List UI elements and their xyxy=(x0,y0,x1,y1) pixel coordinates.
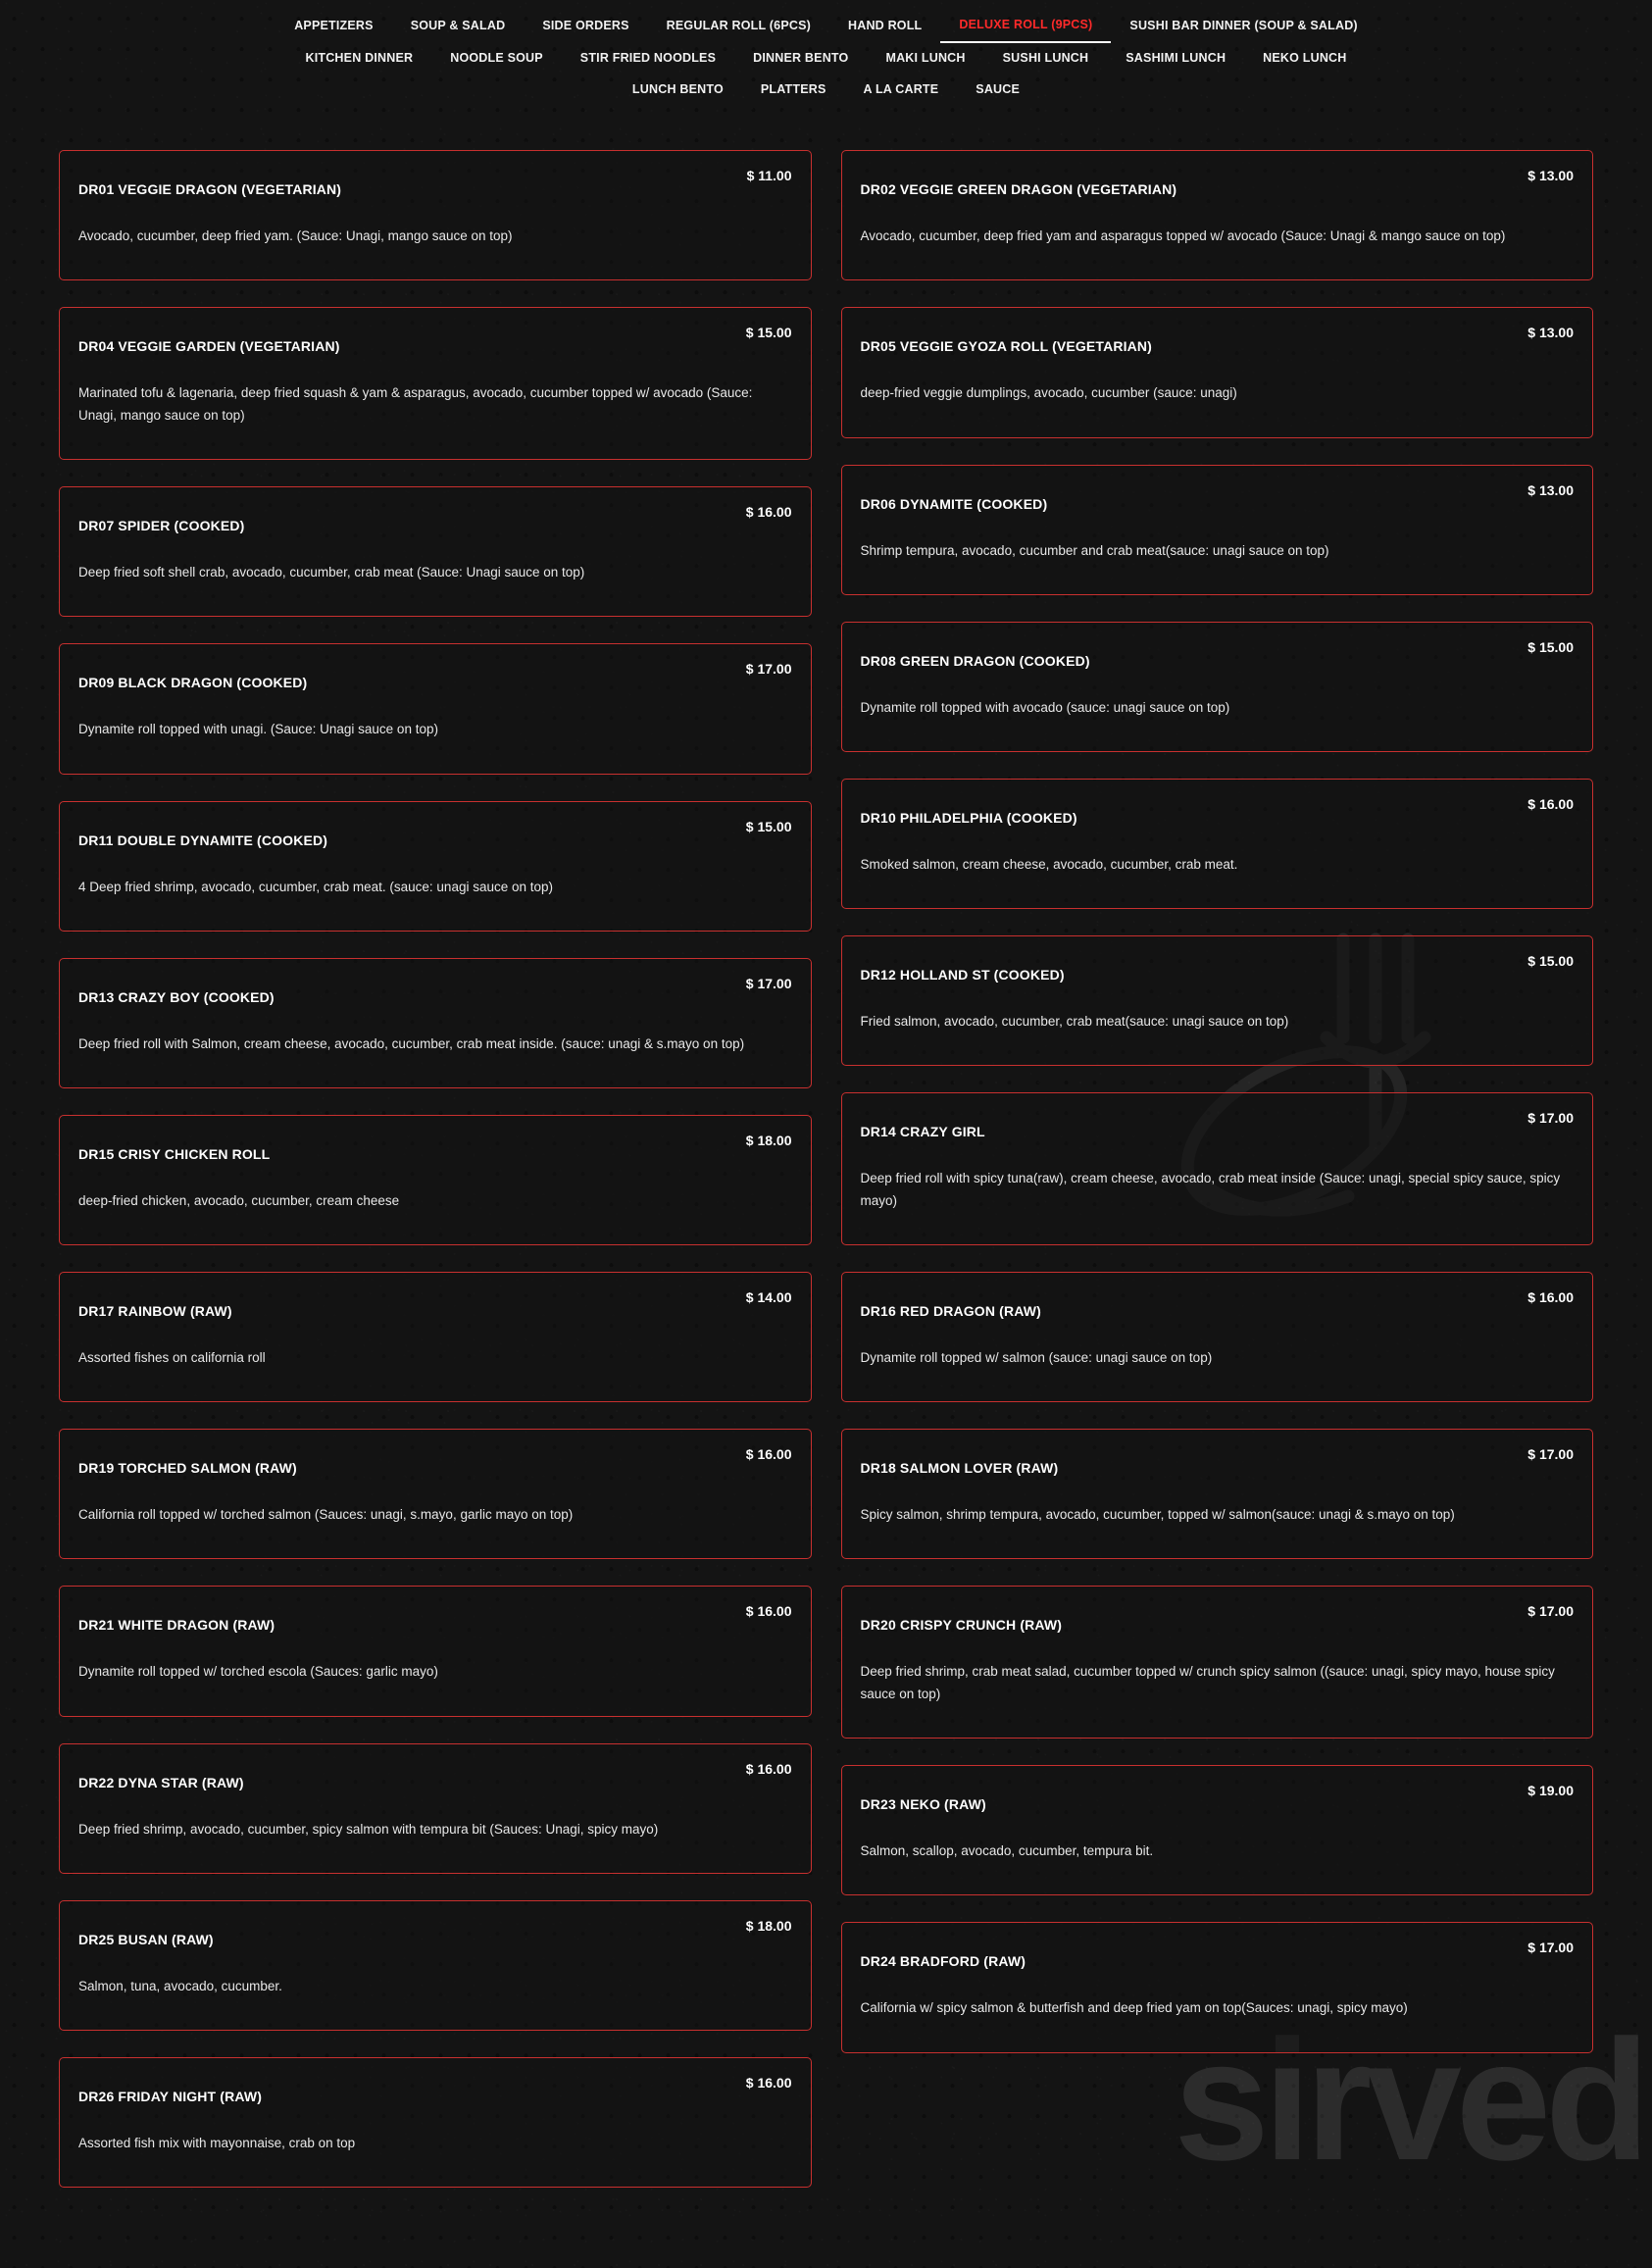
menu-item-header xyxy=(78,1289,792,1335)
menu-item-price: $ 17.00 xyxy=(745,975,792,991)
menu-item-header xyxy=(78,2075,792,2120)
menu-item-card[interactable] xyxy=(59,307,812,460)
menu-item-description: deep-fried veggie dumplings, avocado, cucumber (sauce: unagi) xyxy=(860,385,1237,401)
nav-item-sashimi-lunch[interactable]: SASHIMI LUNCH xyxy=(1126,50,1226,65)
menu-item-card[interactable] xyxy=(841,150,1594,280)
menu-item-description: Assorted fishes on california roll xyxy=(78,1350,266,1366)
sirved-watermark-text: sirved xyxy=(1174,2005,1644,2196)
menu-item-description: Deep fried shrimp, crab meat salad, cucumber topped w/ crunch spicy salmon ((sauce: unagi, spicy mayo, house spicy sauce on top) xyxy=(860,1664,1555,1702)
menu-item-price: $ 17.00 xyxy=(1527,1446,1574,1463)
nav-item-noodle-soup[interactable]: NOODLE SOUP xyxy=(450,50,543,65)
menu-item-title: DR09 BLACK DRAGON (COOKED) xyxy=(78,675,308,691)
nav-row-2 xyxy=(286,43,1365,75)
menu-item-price: $ 13.00 xyxy=(1527,481,1574,498)
menu-item-description: Marinated tofu & lagenaria, deep fried squash & yam & asparagus, avocado, cucumber topped w/ avocado (Sauce: Unagi, mango sauce on top) xyxy=(78,385,753,424)
menu-item-header xyxy=(861,1289,1575,1335)
menu-item-header xyxy=(861,168,1575,213)
menu-item-card[interactable] xyxy=(841,622,1594,752)
menu-item-card[interactable] xyxy=(841,1765,1594,1895)
nav-item-hand-roll[interactable]: HAND ROLL xyxy=(847,19,923,32)
menu-item-price: $ 13.00 xyxy=(1527,325,1574,341)
menu-item-description: Fried salmon, avocado, cucumber, crab meat(sauce: unagi sauce on top) xyxy=(860,1014,1289,1030)
nav-item-stir-fried-noodles[interactable]: STIR FRIED NOODLES xyxy=(579,50,717,65)
menu-item-title: DR18 SALMON LOVER (RAW) xyxy=(860,1460,1059,1477)
menu-item-title: DR20 CRISPY CRUNCH (RAW) xyxy=(860,1617,1063,1634)
menu-item-header xyxy=(78,168,792,213)
menu-item-card[interactable] xyxy=(59,1743,812,1874)
menu-item-header xyxy=(861,1110,1575,1155)
menu-item-description: California w/ spicy salmon & butterfish and deep fried yam on top(Sauces: unagi, spicy mayo) xyxy=(860,2000,1408,2016)
menu-item-price: $ 16.00 xyxy=(745,1603,792,1620)
menu-item-title: DR19 TORCHED SALMON (RAW) xyxy=(78,1460,297,1477)
nav-item-sushi-lunch[interactable]: SUSHI LUNCH xyxy=(1002,50,1089,65)
menu-item-card[interactable] xyxy=(841,1922,1594,2052)
menu-item-description: Deep fried shrimp, avocado, cucumber, spicy salmon with tempura bit (Sauces: Unagi, spicy mayo) xyxy=(78,1821,659,1837)
menu-item-price: $ 16.00 xyxy=(1527,1289,1574,1306)
menu-item-description: Shrimp tempura, avocado, cucumber and crab meat(sauce: unagi sauce on top) xyxy=(860,542,1329,558)
nav-row-1 xyxy=(275,10,1377,43)
menu-item-description: Smoked salmon, cream cheese, avocado, cucumber, crab meat. xyxy=(860,856,1238,872)
nav-item-regular-roll-6pcs[interactable]: REGULAR ROLL (6PCS) xyxy=(666,19,811,32)
menu-item-price: $ 13.00 xyxy=(1527,168,1574,184)
menu-item-title: DR10 PHILADELPHIA (COOKED) xyxy=(860,809,1077,826)
menu-item-card[interactable] xyxy=(59,150,812,280)
menu-item-description: Deep fried soft shell crab, avocado, cucumber, crab meat (Sauce: Unagi sauce on top) xyxy=(78,565,585,580)
menu-item-header xyxy=(861,796,1575,841)
menu-item-price: $ 17.00 xyxy=(1527,1603,1574,1620)
menu-item-header xyxy=(861,953,1575,998)
nav-item-sushi-bar-dinner-soup-salad[interactable]: SUSHI BAR DINNER (SOUP & SALAD) xyxy=(1129,19,1358,32)
menu-item-header xyxy=(78,819,792,864)
nav-row-3 xyxy=(614,75,1038,106)
menu-item-card[interactable] xyxy=(841,1429,1594,1559)
menu-item-card[interactable] xyxy=(841,935,1594,1066)
menu-item-card[interactable] xyxy=(841,1272,1594,1402)
nav-item-neko-lunch[interactable]: NEKO LUNCH xyxy=(1263,50,1347,65)
menu-item-header xyxy=(78,1133,792,1178)
menu-item-title: DR12 HOLLAND ST (COOKED) xyxy=(860,967,1065,983)
menu-item-card[interactable] xyxy=(59,801,812,932)
menu-item-card[interactable] xyxy=(59,1586,812,1716)
menu-item-title: DR04 VEGGIE GARDEN (VEGETARIAN) xyxy=(78,338,340,355)
menu-item-description: Dynamite roll topped w/ torched escola (Sauces: garlic mayo) xyxy=(78,1664,438,1680)
nav-item-side-orders[interactable]: SIDE ORDERS xyxy=(542,19,629,32)
menu-item-description: Assorted fish mix with mayonnaise, crab on top xyxy=(78,2135,356,2150)
menu-item-card[interactable] xyxy=(59,1900,812,2031)
menu-item-header xyxy=(861,482,1575,528)
menu-item-header xyxy=(78,1761,792,1806)
menu-column-left xyxy=(59,150,812,2214)
nav-item-deluxe-roll-9pcs[interactable]: DELUXE ROLL (9PCS) xyxy=(940,10,1111,43)
menu-item-header xyxy=(78,976,792,1021)
menu-column-right xyxy=(841,150,1594,2079)
menu-item-title: DR22 DYNA STAR (RAW) xyxy=(78,1774,244,1790)
menu-item-title: DR11 DOUBLE DYNAMITE (COOKED) xyxy=(78,832,328,848)
menu-item-description: Dynamite roll topped with unagi. (Sauce: Unagi sauce on top) xyxy=(78,722,438,737)
menu-item-description: deep-fried chicken, avocado, cucumber, cream cheese xyxy=(78,1192,400,1208)
menu-item-card[interactable] xyxy=(59,1429,812,1559)
nav-item-soup-salad[interactable]: SOUP & SALAD xyxy=(410,19,506,32)
menu-item-header xyxy=(861,1783,1575,1828)
nav-item-dinner-bento[interactable]: DINNER BENTO xyxy=(753,50,849,65)
nav-item-lunch-bento[interactable]: LUNCH BENTO xyxy=(631,81,724,96)
menu-item-card[interactable] xyxy=(59,958,812,1088)
menu-item-title: DR17 RAINBOW (RAW) xyxy=(78,1303,232,1320)
menu-item-description: California roll topped w/ torched salmon (Sauces: unagi, s.mayo, garlic mayo on top) xyxy=(78,1507,574,1523)
menu-item-card[interactable] xyxy=(841,1586,1594,1739)
menu-item-card[interactable] xyxy=(841,779,1594,909)
menu-item-title: DR01 VEGGIE DRAGON (VEGETARIAN) xyxy=(78,181,342,198)
menu-item-title: DR26 FRIDAY NIGHT (RAW) xyxy=(78,2088,263,2104)
menu-item-header xyxy=(78,504,792,549)
menu-item-description: Deep fried roll with spicy tuna(raw), cream cheese, avocado, crab meat inside (Sauce: unagi, special spicy sauce, spicy mayo) xyxy=(860,1171,1561,1208)
menu-item-description: 4 Deep fried shrimp, avocado, cucumber, crab meat. (sauce: unagi sauce on top) xyxy=(78,879,554,894)
menu-item-header xyxy=(78,325,792,370)
menu-content xyxy=(0,111,1652,2253)
menu-item-header xyxy=(861,1446,1575,1491)
menu-item-price: $ 18.00 xyxy=(745,1132,792,1148)
menu-item-title: DR25 BUSAN (RAW) xyxy=(78,1931,214,1947)
nav-item-platters[interactable]: PLATTERS xyxy=(760,81,826,96)
nav-item-sauce[interactable]: SAUCE xyxy=(976,81,1021,96)
menu-item-header xyxy=(78,1603,792,1648)
nav-item-appetizers[interactable]: APPETIZERS xyxy=(294,19,374,32)
menu-item-title: DR14 CRAZY GIRL xyxy=(860,1124,985,1140)
menu-item-description: Salmon, tuna, avocado, cucumber. xyxy=(78,1978,282,1993)
menu-item-title: DR05 VEGGIE GYOZA ROLL (VEGETARIAN) xyxy=(860,338,1152,355)
menu-item-price: $ 14.00 xyxy=(745,1289,792,1306)
menu-item-description: Avocado, cucumber, deep fried yam and asparagus topped w/ avocado (Sauce: Unagi & mango sauce on top) xyxy=(860,228,1506,244)
menu-item-price: $ 11.00 xyxy=(746,168,792,184)
menu-item-header xyxy=(861,1603,1575,1648)
menu-item-title: DR07 SPIDER (COOKED) xyxy=(78,518,245,534)
menu-item-title: DR16 RED DRAGON (RAW) xyxy=(860,1303,1041,1320)
menu-item-description: Avocado, cucumber, deep fried yam. (Sauce: Unagi, mango sauce on top) xyxy=(78,228,513,244)
menu-item-title: DR06 DYNAMITE (COOKED) xyxy=(860,495,1048,512)
menu-item-header xyxy=(78,1446,792,1491)
menu-item-title: DR02 VEGGIE GREEN DRAGON (VEGETARIAN) xyxy=(860,181,1177,198)
menu-item-description: Deep fried roll with Salmon, cream cheese, avocado, cucumber, crab meat inside. (sauce: unagi & s.mayo on top) xyxy=(78,1035,745,1051)
menu-item-card[interactable] xyxy=(59,643,812,774)
menu-item-card[interactable] xyxy=(841,1092,1594,1245)
menu-item-price: $ 16.00 xyxy=(745,1446,792,1463)
menu-item-title: DR24 BRADFORD (RAW) xyxy=(860,1953,1026,1970)
nav-item-a-la-carte[interactable]: A LA CARTE xyxy=(863,81,939,96)
menu-item-price: $ 16.00 xyxy=(745,2074,792,2091)
menu-item-description: Spicy salmon, shrimp tempura, avocado, cucumber, topped w/ salmon(sauce: unagi & s.mayo on top) xyxy=(860,1507,1455,1523)
menu-item-header xyxy=(861,1940,1575,1985)
menu-item-card[interactable] xyxy=(59,1272,812,1402)
category-nav xyxy=(0,0,1652,111)
menu-item-price: $ 16.00 xyxy=(1527,795,1574,812)
menu-item-description: Dynamite roll topped w/ salmon (sauce: unagi sauce on top) xyxy=(860,1350,1213,1366)
menu-item-price: $ 16.00 xyxy=(745,504,792,521)
menu-item-card[interactable] xyxy=(841,307,1594,437)
menu-item-card[interactable] xyxy=(841,465,1594,595)
menu-item-description: Dynamite roll topped with avocado (sauce: unagi sauce on top) xyxy=(860,699,1230,715)
menu-item-price: $ 17.00 xyxy=(745,661,792,678)
menu-item-title: DR21 WHITE DRAGON (RAW) xyxy=(78,1617,275,1634)
menu-item-header xyxy=(861,325,1575,370)
menu-item-title: DR23 NEKO (RAW) xyxy=(860,1796,986,1813)
menu-item-title: DR15 CRISY CHICKEN ROLL xyxy=(78,1145,271,1162)
menu-item-description: Salmon, scallop, avocado, cucumber, tempura bit. xyxy=(860,1843,1154,1859)
menu-item-price: $ 17.00 xyxy=(1527,1110,1574,1127)
menu-item-header xyxy=(78,661,792,706)
menu-item-price: $ 15.00 xyxy=(745,818,792,834)
nav-item-maki-lunch[interactable]: MAKI LUNCH xyxy=(885,50,966,65)
menu-item-price: $ 19.00 xyxy=(1527,1783,1574,1799)
menu-item-header xyxy=(861,639,1575,684)
menu-item-price: $ 15.00 xyxy=(745,325,792,341)
menu-item-title: DR08 GREEN DRAGON (COOKED) xyxy=(860,652,1090,669)
menu-item-price: $ 18.00 xyxy=(745,1917,792,1934)
menu-columns xyxy=(59,150,1593,2214)
menu-item-header xyxy=(78,1918,792,1963)
menu-item-price: $ 15.00 xyxy=(1527,638,1574,655)
menu-item-title: DR13 CRAZY BOY (COOKED) xyxy=(78,988,275,1005)
menu-item-card[interactable] xyxy=(59,2057,812,2188)
menu-item-card[interactable] xyxy=(59,486,812,617)
menu-item-price: $ 17.00 xyxy=(1527,1940,1574,1956)
menu-item-price: $ 16.00 xyxy=(745,1760,792,1777)
menu-item-price: $ 15.00 xyxy=(1527,953,1574,970)
nav-item-kitchen-dinner[interactable]: KITCHEN DINNER xyxy=(305,50,414,65)
menu-item-card[interactable] xyxy=(59,1115,812,1245)
